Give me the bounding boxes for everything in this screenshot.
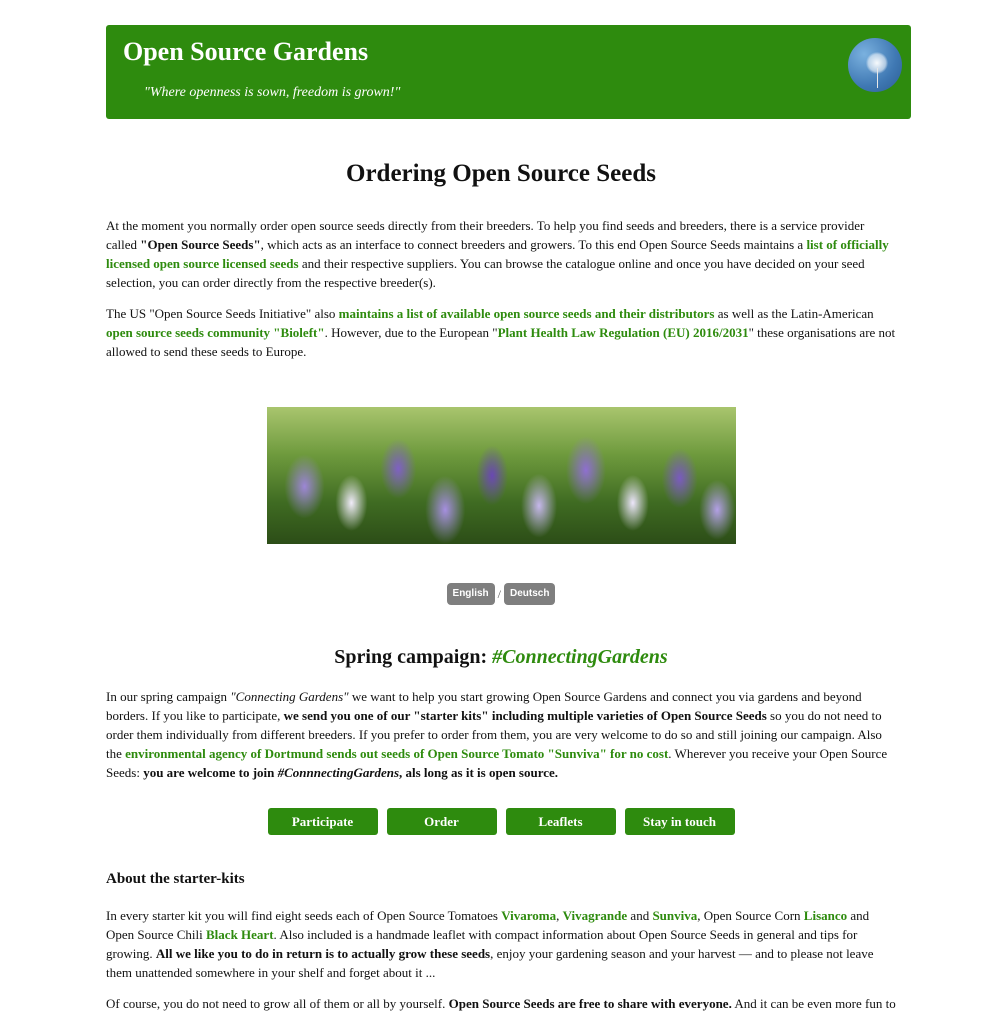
text: . Also included is a handmade leaflet with compact information about Open Source Seeds in general and tips for growing. (106, 927, 858, 961)
campaign-heading-prefix: Spring campaign: (334, 646, 493, 668)
bold-text: All we like you to do in return is to actually grow these seeds (155, 946, 491, 961)
deutsch-language-button[interactable]: Deutsch (504, 583, 555, 605)
text: . However, due to the European " (324, 325, 498, 340)
campaign-paragraph (106, 687, 896, 782)
black-heart-link[interactable]: Black Heart (206, 927, 274, 942)
text: and (627, 908, 653, 923)
bold-text: Open Source Seeds are free to share with everyone. (448, 996, 732, 1011)
crocus-banner-image (267, 407, 736, 544)
text: Of course, you do not need to grow all of them or all by yourself. (106, 996, 449, 1011)
campaign-actions (106, 808, 896, 835)
vivagrande-link[interactable]: Vivagrande (562, 908, 628, 923)
lisanco-link[interactable]: Lisanco (803, 908, 848, 923)
bold-text (143, 765, 558, 780)
text: " these organisations are not allowed to send these seeds to Europe. (106, 325, 896, 359)
campaign-hashtag: #ConnectingGardens (492, 646, 668, 668)
text: And it can be even more fun to (731, 996, 896, 1011)
text: and their respective suppliers. You can browse the catalogue online and once you have decided on your seed selection, you can order directly from the respective breeder(s). (106, 256, 865, 290)
sunviva-link[interactable]: Sunviva (652, 908, 698, 923)
language-separator: / (497, 586, 501, 601)
leaflets-button[interactable]: Leaflets (506, 808, 616, 835)
text: The US "Open Source Seeds Initiative" also (106, 306, 339, 321)
order-button[interactable]: Order (387, 808, 497, 835)
language-switcher (106, 583, 896, 605)
licensed-seeds-list-link[interactable]: list of officially licensed open source licensed seeds (106, 237, 889, 271)
starter-kits-paragraph-1 (106, 906, 896, 982)
campaign-heading (106, 645, 896, 669)
text: , which acts as an interface to connect breeders and growers. To this end Open Source Seeds maintains a (260, 237, 807, 252)
site-slogan: "Where openness is sown, freedom is grown!" (144, 85, 401, 100)
stay-in-touch-button[interactable]: Stay in touch (625, 808, 735, 835)
participate-button[interactable]: Participate (268, 808, 378, 835)
dandelion-logo-icon[interactable] (848, 38, 902, 92)
text: as well as the Latin-American (714, 306, 874, 321)
site-title[interactable]: Open Source Gardens (123, 37, 369, 66)
italic-hashtag: #ConnnectingGardens (277, 765, 400, 780)
site-header (106, 25, 911, 119)
main-content (106, 160, 896, 1013)
osseeds-list-link[interactable]: maintains a list of available open source seeds and their distributors (338, 306, 715, 321)
text: , als long as it is open source. (399, 765, 559, 780)
intro-paragraph-1 (106, 216, 896, 292)
dortmund-agency-link[interactable]: environmental agency of Dortmund sends out seeds of Open Source Tomato "Sunviva" for no cost (125, 746, 669, 761)
intro-paragraph-2 (106, 304, 896, 361)
text: we want to help you start growing Open Source Gardens and connect you via gardens and beyond borders. If you like to participate, (106, 689, 862, 723)
text: At the moment you normally order open source seeds directly from their breeders. To help you find seeds and breeders, there is a service provider called (106, 218, 865, 252)
vivaroma-link[interactable]: Vivaroma (501, 908, 557, 923)
bioleft-link[interactable]: open source seeds community "Bioleft" (106, 325, 325, 340)
text: you are welcome to join (143, 765, 278, 780)
bold-text: "Open Source Seeds" (140, 237, 261, 252)
text: and Open Source Chili (106, 908, 870, 942)
starter-kits-paragraph-2 (106, 994, 896, 1013)
bold-text: we send you one of our "starter kits" including multiple varieties of Open Source Seeds (283, 708, 767, 723)
italic-text: "Connecting Gardens" (230, 689, 349, 704)
text: In our spring campaign (106, 689, 231, 704)
text: . Wherever you receive your Open Source Seeds: (106, 746, 888, 780)
eu-regulation-link[interactable]: Plant Health Law Regulation (EU) 2016/2031 (497, 325, 749, 340)
english-language-button[interactable]: English (447, 583, 495, 605)
text: In every starter kit you will find eight seeds each of Open Source Tomatoes (106, 908, 502, 923)
starter-kits-heading: About the starter-kits (106, 871, 245, 887)
text: so you do not need to order them individually from different breeders. If you prefer to order from them, you are very welcome to do so and still joining our campaign. Also the (106, 708, 882, 761)
text: , enjoy your gardening season and your harvest — and to please not leave them unattended somewhere in your shelf and forget about it ... (106, 946, 874, 980)
text: , (556, 908, 563, 923)
text: , Open Source Corn (697, 908, 804, 923)
page-title: Ordering Open Source Seeds (346, 160, 656, 187)
dandelion-stem (877, 68, 878, 88)
